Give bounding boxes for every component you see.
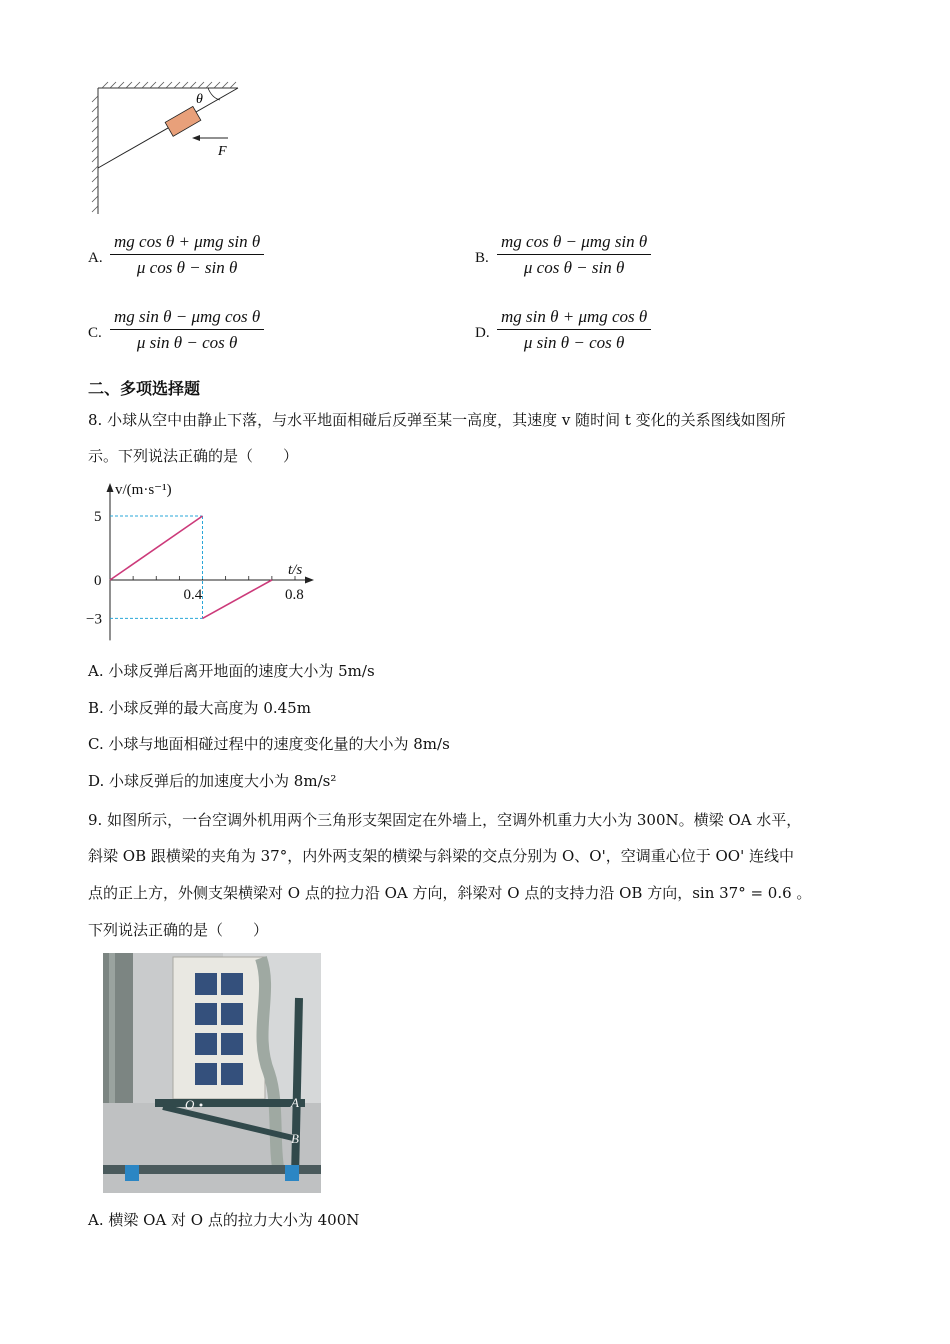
q7-option-letter[interactable]: A. bbox=[88, 250, 103, 266]
force-label: F bbox=[218, 144, 227, 159]
q9-stem-line2: 斜梁 OB 跟横梁的夹角为 37°，内外两支架的横梁与斜梁的交点分别为 O、O'，空调重心位于 OO' 连线中 bbox=[88, 847, 794, 865]
fraction-numerator: mg sin θ + μmg cos θ bbox=[497, 307, 651, 330]
q9-stem-line4: 下列说法正确的是（ ） bbox=[88, 921, 269, 939]
q7-option-fraction bbox=[110, 232, 264, 278]
photo-label-o: O bbox=[185, 1097, 195, 1112]
y-tick-label: −3 bbox=[86, 611, 102, 628]
q8-option-b[interactable]: B. 小球反弹的最大高度为 0.45m bbox=[88, 699, 311, 717]
air-conditioner-photo bbox=[103, 953, 321, 1193]
q7-option-letter[interactable]: C. bbox=[88, 325, 102, 341]
q9-stem-line3: 点的正上方，外侧支架横梁对 O 点的拉力沿 OA 方向，斜梁对 O 点的支持力沿 OB 方向，sin 37° = 0.6 。 bbox=[88, 884, 812, 902]
fraction-denominator: μ sin θ − cos θ bbox=[523, 333, 625, 352]
q8-option-d[interactable]: D. 小球反弹后的加速度大小为 8m/s² bbox=[88, 772, 337, 790]
fraction-numerator: mg cos θ − μmg sin θ bbox=[497, 232, 651, 255]
q8-stem-line2: 示。下列说法正确的是（ ） bbox=[88, 447, 299, 465]
theta-label: θ bbox=[196, 92, 203, 107]
fraction-numerator: mg sin θ − μmg cos θ bbox=[110, 307, 264, 330]
fraction-denominator: μ sin θ − cos θ bbox=[136, 333, 238, 352]
y-tick-label: 0 bbox=[94, 573, 102, 589]
series-line-2 bbox=[203, 580, 272, 618]
fraction-numerator: mg cos θ + μmg sin θ bbox=[110, 232, 264, 255]
y-tick-label: 5 bbox=[94, 509, 102, 525]
velocity-time-chart bbox=[88, 478, 328, 650]
series-line-1 bbox=[110, 516, 203, 580]
section-title: 二、多项选择题 bbox=[88, 379, 201, 398]
q8-option-c[interactable]: C. 小球与地面相碰过程中的速度变化量的大小为 8m/s bbox=[88, 735, 450, 753]
q7-option-fraction bbox=[110, 307, 264, 353]
y-axis-label: v/(m·s⁻¹) bbox=[115, 482, 172, 498]
q9-option-a[interactable]: A. 横梁 OA 对 O 点的拉力大小为 400N bbox=[88, 1211, 360, 1229]
photo-label-b: B bbox=[291, 1131, 299, 1146]
q7-option-letter[interactable]: D. bbox=[475, 325, 490, 341]
q7-option-fraction bbox=[497, 307, 651, 353]
fraction-denominator: μ cos θ − sin θ bbox=[523, 258, 625, 277]
q7-option-fraction bbox=[497, 232, 651, 278]
incline-figure bbox=[88, 80, 258, 220]
x-tick-label: 0.8 bbox=[285, 587, 304, 603]
x-tick-label: 0.4 bbox=[183, 587, 203, 603]
fraction-denominator: μ cos θ − sin θ bbox=[136, 258, 238, 277]
q8-stem-line1: 8. 小球从空中由静止下落，与水平地面相碰后反弹至某一高度，其速度 v 随时间 t 变化的关系图线如图所 bbox=[88, 411, 786, 429]
x-axis-arrow bbox=[305, 577, 314, 584]
photo-label-a: A bbox=[291, 1095, 299, 1110]
y-axis-arrow bbox=[107, 483, 114, 492]
x-axis-label: t/s bbox=[288, 562, 303, 578]
q8-option-a[interactable]: A. 小球反弹后离开地面的速度大小为 5m/s bbox=[88, 662, 375, 680]
q9-stem-line1: 9. 如图所示，一台空调外机用两个三角形支架固定在外墙上，空调外机重力大小为 300N。横梁 OA 水平， bbox=[88, 811, 802, 829]
q7-option-letter[interactable]: B. bbox=[475, 250, 489, 266]
